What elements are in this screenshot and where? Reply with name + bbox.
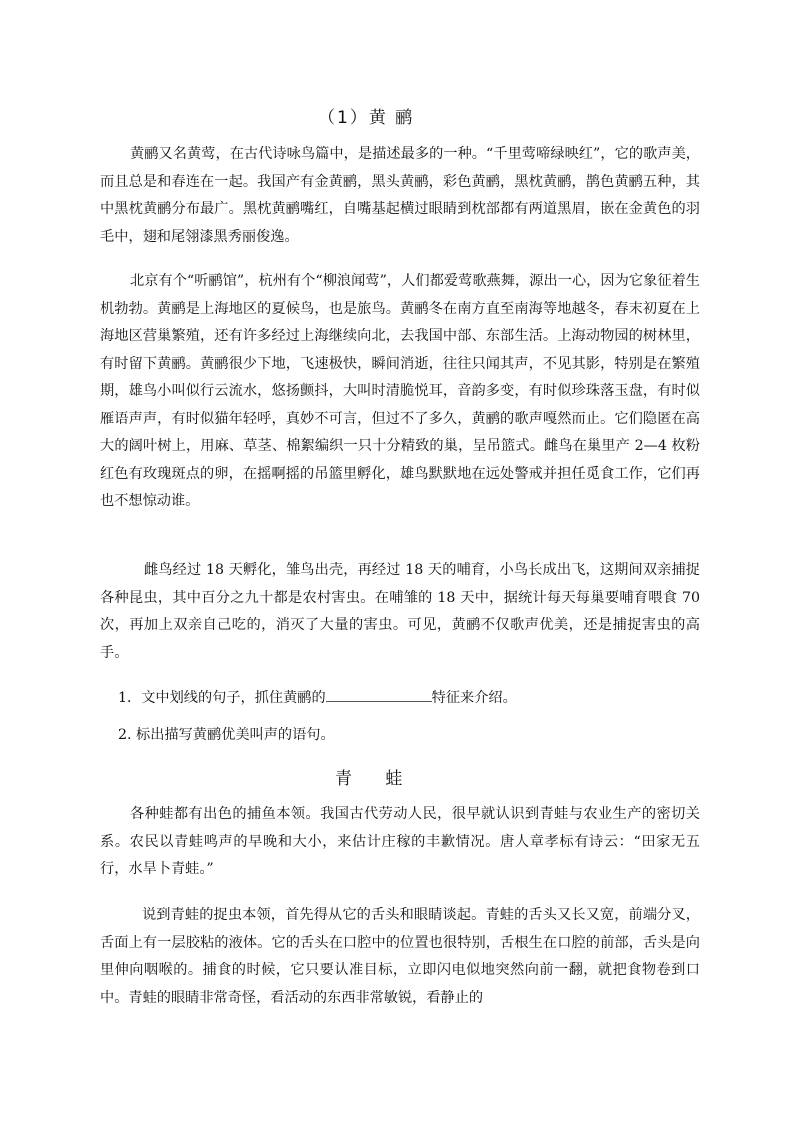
frog-paragraph-1: 各种蛙都有出色的捕鱼本领。我国古代劳动人民，很早就认识到青蛙与农业生产的密切关系。农民以青蛙鸣声的早晚和大小，来估计庄稼的丰歉情况。唐人章孝标有诗云：“田家无五行，水旱卜青蛙。”: [100, 806, 700, 877]
question-1-suffix: 特征来介绍。: [431, 690, 517, 706]
oriole-paragraph-3: 雌鸟经过 18 天孵化，雏鸟出壳，再经过 18 天的哺育，小鸟长成出飞，这期间双亲捕捉各种昆虫，其中百分之九十都是农村害虫。在哺雏的 18 天中，据统计每天每巢要哺育喂食 70 次，再加上双亲自己吃的，消灭了大量的害虫。可见，黄鹂不仅歌声优美，还是捕捉害虫的高手。: [100, 562, 700, 661]
oriole-paragraph-1: 黄鹂又名黄莺，在古代诗咏鸟篇中，是描述最多的一种。“千里莺啼绿映红”，它的歌声美，而且总是和春连在一起。我国产有金黄鹂，黑头黄鹂，彩色黄鹂，黑枕黄鹂，鹊色黄鹂五种，其中黑枕黄鹂分布最广。黑枕黄鹂嘴红，自嘴基起横过眼睛到枕部都有两道黑眉，嵌在金黄色的羽毛中，翅和尾翎漆黑秀丽俊逸。: [100, 146, 700, 245]
section-title-frog: 青 蛙: [335, 769, 417, 789]
question-1: [118, 685, 517, 713]
oriole-paragraph-2: 北京有个“听鹂馆”，杭州有个“柳浪闻莺”，人们都爱莺歌燕舞，源出一心，因为它象征着生机勃勃。黄鹂是上海地区的夏候鸟，也是旅鸟。黄鹂冬在南方直至南海等地越冬，春末初夏在上海地区营巢繁殖，还有许多经过上海继续向北，去我国中部、东部生活。上海动物园的树林里，有时留下黄鹂。黄鹂很少下地，飞速极快，瞬间消逝，往往只闻其声，不见其影，特别是在繁殖期，雄鸟小叫似行云流水，悠扬颤抖，大叫时清脆悦耳，音韵多变，有时似珍珠落玉盘，有时似雁语声声，有时似猫年轻呼，真妙不可言，但过不了多久，黄鹂的歌声嘎然而止。它们隐匿在高大的阔叶树上，用麻、草茎、棉絮编织一只十分精致的巢，呈吊篮式。雌鸟在巢里产 2—4 枚粉红色有玫瑰斑点的卵，在摇啊摇的吊篮里孵化，雄鸟默默地在远处警戒并担任觅食工作，它们再也不想惊动谁。: [100, 273, 700, 509]
frog-paragraph-2: 说到青蛙的捉虫本领，首先得从它的舌头和眼睛谈起。青蛙的舌头又长又宽，前端分叉，舌面上有一层胶粘的液体。它的舌头在口腔中的位置也很特别，舌根生在口腔的前部，舌头是向里伸向咽喉的。捕食的时候，它只要认准目标，立即闪电似地突然向前一翻，就把食物卷到口中。青蛙的眼睛非常奇怪，看活动的东西非常敏锐，看静止的: [100, 907, 700, 1006]
answer-blank[interactable]: [326, 687, 432, 702]
question-1-text: 1．文中划线的句子，抓住黄鹂的: [118, 690, 326, 706]
section-title-oriole: （1）黄 鹂: [318, 108, 415, 128]
question-2: 2. 标出描写黄鹂优美叫声的语句。: [118, 727, 335, 743]
